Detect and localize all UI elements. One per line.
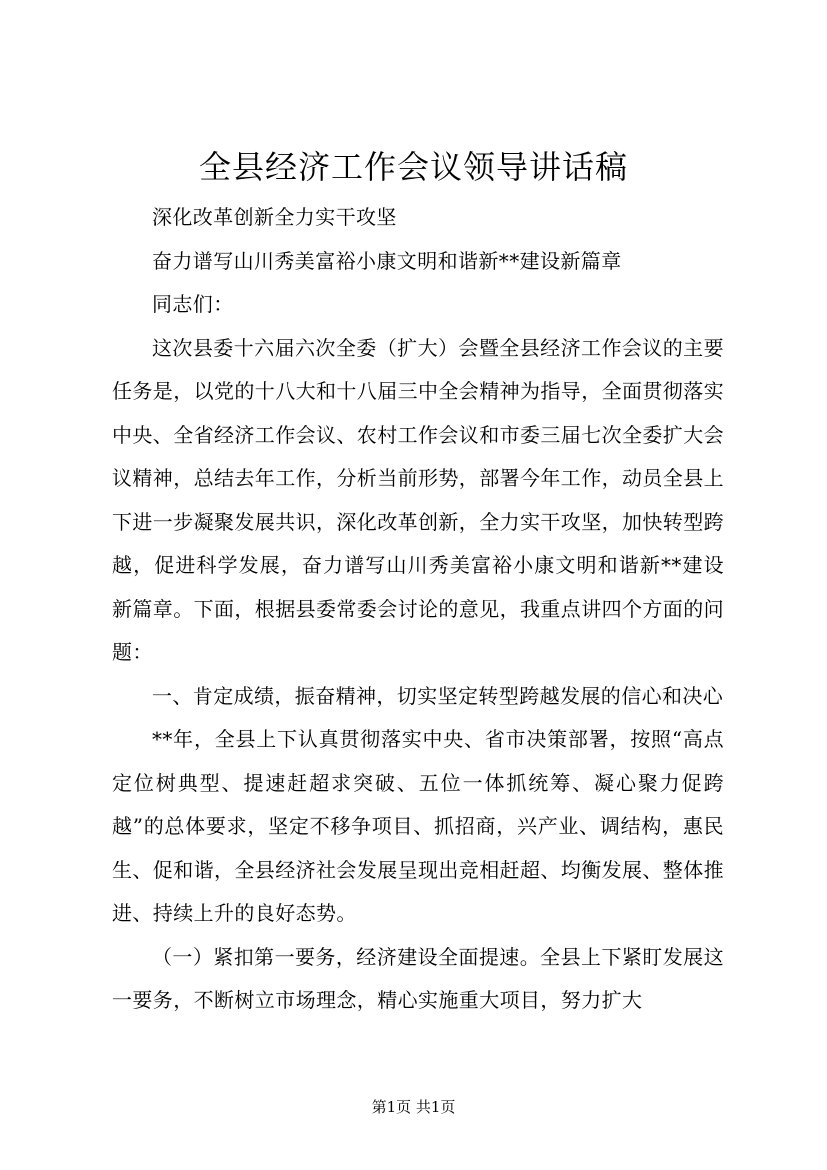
paragraph-intro: 这次县委十六届六次全委（扩大）会暨全县经济工作会议的主要任务是，以党的十八大和十八届三中全会精神为指导，全面贯彻落实中央、全省经济工作会议、农村工作会议和市委三届七次全委扩大会议精神，总结去年工作，分析当前形势，部署今年工作，动员全县上下进一步凝聚发展共识，深化改革创新，全力实干攻坚，加快转型跨越，促进科学发展，奋力谱写山川秀美富裕小康文明和谐新**建设新篇章。下面，根据县委常委会讨论的意见，我重点讲四个方面的问题： [112,335,724,664]
subtitle-line-1: 深化改革创新全力实干攻坚 [152,205,397,229]
document-body [112,196,724,1023]
paragraph-achievements: **年，全县上下认真贯彻落实中央、省市决策部署，按照“高点定位树典型、提速赶超求突破、五位一体抓统筹、凝心聚力促跨越”的总体要求，坚定不移争项目、抓招商，兴产业、调结构，惠民生、促和谐，全县经济社会发展呈现出竞相赶超、均衡发展、整体推进、持续上升的良好态势。 [112,727,724,925]
salutation: 同志们： [152,292,234,316]
page-footer: 第1页 共1页 [371,1098,456,1116]
page-title: 全县经济工作会议领导讲话稿 [198,148,628,186]
paragraph-subsection-1: （一）紧扣第一要务，经济建设全面提速。全县上下紧盯发展这一要务，不断树立市场理念，精心实施重大项目，努力扩大 [112,944,724,1012]
section-heading-1: 一、肯定成绩，振奋精神，切实坚定转型跨越发展的信心和决心 [152,683,724,708]
subtitle-line-2: 奋力谱写山川秀美富裕小康文明和谐新**建设新篇章 [152,248,622,273]
